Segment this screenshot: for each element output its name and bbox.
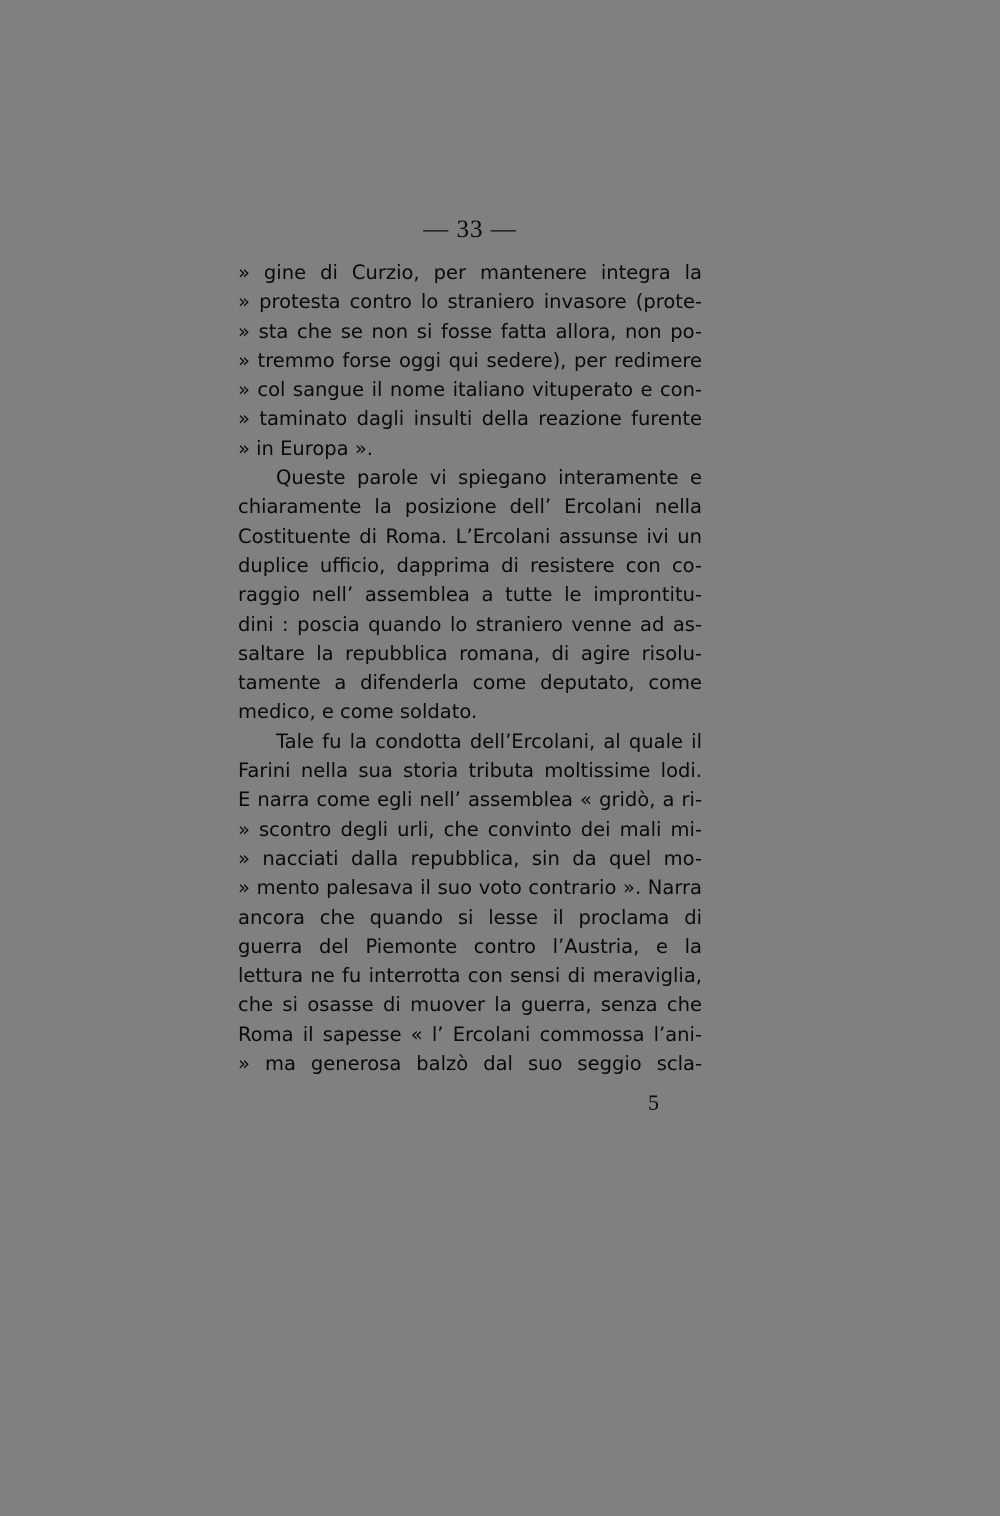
text-line: guerra del Piemonte contro l’Austria, e la [238, 934, 702, 958]
text-line: chiaramente la posizione dell’ Ercolani nella [238, 495, 702, 519]
text-line: tamente a difenderla come deputato, come [238, 671, 702, 695]
text-line: » col sangue il nome italiano vituperato e con- [238, 378, 702, 402]
text-line: » nacciati dalla repubblica, sin da quel mo- [238, 846, 702, 870]
text-line: Roma il sapesse « l’ Ercolani commossa l’ani- [238, 1022, 702, 1046]
text-line: » tremmo forse oggi qui sedere), per redimere [238, 348, 702, 372]
text-line: Costituente di Roma. L’Ercolani assunse ivi un [238, 524, 702, 548]
text-line: » taminato dagli insulti della reazione furente [238, 407, 702, 431]
text-line: » in Europa ». [238, 436, 373, 460]
text-line: E narra come egli nell’ assemblea « gridò, a ri- [238, 788, 702, 812]
text-line: ancora che quando si lesse il proclama di [238, 905, 702, 929]
paragraph-first-line: Tale fu la condotta dell’Ercolani, al quale il [276, 729, 702, 753]
body-text [238, 258, 702, 1078]
text-line: » ma generosa balzò dal suo seggio scla- [238, 1052, 702, 1076]
text-line: » mento palesava il suo voto contrario ». Narra [238, 876, 702, 900]
text-line: » gine di Curzio, per mantenere integra la [238, 261, 702, 284]
text-line: dini : poscia quando lo straniero venne ad as- [238, 612, 702, 636]
paragraph-first-line: Queste parole vi spiegano interamente e [276, 466, 702, 490]
text-line: che si osasse di muover la guerra, senza che [238, 993, 702, 1017]
text-line: duplice ufficio, dapprima di resistere con co- [238, 553, 702, 577]
text-line: Farini nella sua storia tributa moltissime lodi. [238, 759, 702, 783]
text-line: saltare la repubblica romana, di agire risolu- [238, 641, 702, 665]
text-line: » protesta contro lo straniero invasore (prote- [238, 290, 702, 314]
text-line: » sta che se non si fosse fatta allora, non po- [238, 319, 702, 343]
signature-mark: 5 [648, 1090, 659, 1115]
text-line: medico, e come soldato. [238, 700, 478, 724]
text-line: raggio nell’ assemblea a tutte le improntitu- [238, 583, 702, 607]
text-line: » scontro degli urli, che convinto dei mali mi- [238, 817, 702, 841]
page-number: — 33 — [423, 216, 517, 243]
text-line: lettura ne fu interrotta con sensi di meraviglia, [238, 964, 702, 988]
